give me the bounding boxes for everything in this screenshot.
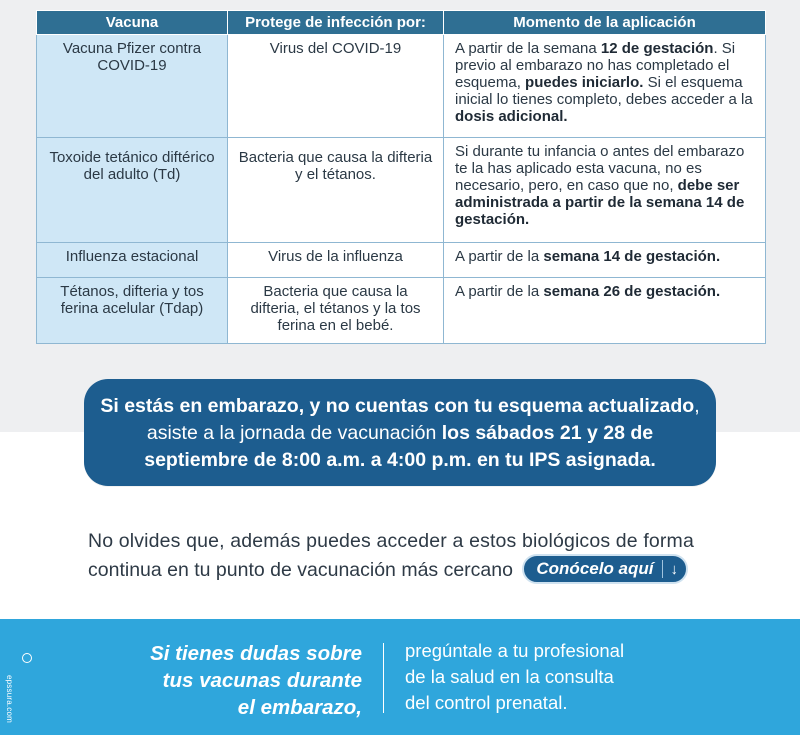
timing-text: A partir de la	[455, 283, 544, 300]
arrow-down-icon: ↓	[670, 560, 679, 578]
vaccine-name-cell: Influenza estacional	[37, 243, 228, 278]
timing-highlight: puedes iniciarlo.	[525, 74, 644, 91]
table-header-row	[37, 11, 766, 35]
note-line-2: continua en tu punto de vacunación más cercano Conócelo aquí ↓	[88, 556, 728, 585]
banner-line-3: septiembre de 8:00 a.m. a 4:00 p.m. en tu IPS asignada.	[144, 449, 656, 471]
timing-text: . Si previo al embarazo no has completado el esquema,	[455, 40, 736, 91]
timing-text: A partir de la	[455, 248, 544, 265]
banner-line-2: asiste a la jornada de vacunación los sábados 21 y 28 de	[146, 422, 654, 444]
timing-text: Si durante tu infancia o antes del embarazo te la has aplicado esta vacuna, no es necesario, pero, en caso que no,	[455, 143, 745, 194]
timing-highlight: semana 14 de gestación.	[543, 248, 721, 265]
sura-logo-icon	[22, 653, 32, 663]
timing-highlight: debe ser administrada a partir de la semana 14 de gestación.	[455, 177, 745, 228]
footer-divider	[383, 643, 384, 713]
vaccine-table	[36, 10, 766, 344]
table-row	[37, 138, 766, 243]
footer-advice: pregúntale a tu profesional de la salud en la consulta del control prenatal.	[405, 640, 625, 713]
protects-cell: Bacteria que causa la difteria y el tétanos.	[228, 138, 444, 243]
table-row	[37, 243, 766, 278]
timing-highlight: dosis adicional.	[455, 108, 568, 125]
protects-cell: Virus del COVID-19	[228, 35, 444, 138]
note-line-1: No olvides que, además puedes acceder a estos biológicos de forma	[88, 530, 694, 552]
timing-highlight: semana 26 de gestación.	[543, 283, 721, 300]
vaccine-name-cell: Toxoide tetánico diftérico del adulto (Td)	[37, 138, 228, 243]
table-row	[37, 35, 766, 138]
protects-cell: Bacteria que causa la difteria, el tétanos y la tos ferina en el bebé.	[228, 278, 444, 344]
learn-more-button[interactable]: Conócelo aquí ↓	[522, 554, 688, 584]
brand-url: epssura.com	[5, 675, 14, 723]
banner-line-1: Si estás en embarazo, y no cuentas con tu esquema actualizado,	[100, 395, 700, 417]
timing-highlight: 12 de gestación	[600, 40, 714, 57]
timing-cell	[444, 278, 766, 344]
footer-banner	[0, 619, 800, 735]
timing-cell	[444, 243, 766, 278]
vaccine-name-cell: Tétanos, difteria y tos ferina acelular (Tdap)	[37, 278, 228, 344]
timing-text: A partir de la semana	[455, 40, 601, 57]
footer-question: Si tienes dudas sobre tus vacunas durante el embarazo,	[150, 642, 362, 719]
timing-text: Si el esquema inicial lo tienes completo, debes acceder a la	[455, 74, 753, 108]
timing-cell	[444, 138, 766, 243]
protects-cell: Virus de la influenza	[228, 243, 444, 278]
timing-cell	[444, 35, 766, 138]
vaccination-day-banner	[84, 379, 716, 486]
column-header-vaccine: Vacuna	[37, 11, 228, 35]
table-row	[37, 278, 766, 344]
column-header-timing: Momento de la aplicación	[444, 11, 766, 35]
reminder-note	[88, 527, 728, 585]
column-header-protects: Protege de infección por:	[228, 11, 444, 35]
vaccine-name-cell: Vacuna Pfizer contra COVID-19	[37, 35, 228, 138]
